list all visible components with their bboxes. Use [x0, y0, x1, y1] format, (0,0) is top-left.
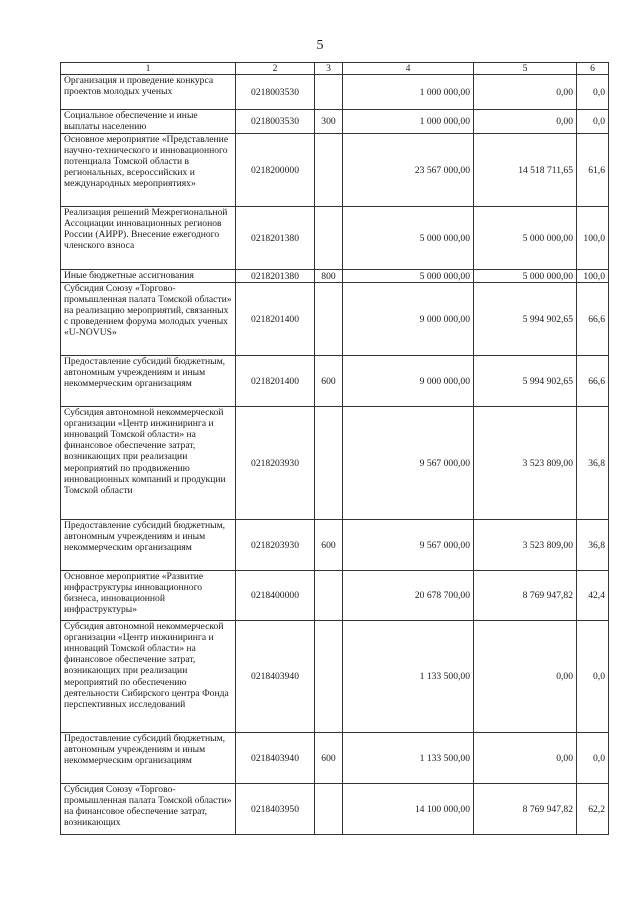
row-code: 0218203930	[236, 407, 315, 520]
header-col-2: 2	[236, 63, 315, 75]
row-plan: 5 000 000,00	[343, 270, 474, 283]
row-code: 0218003530	[236, 110, 315, 134]
row-fact: 14 518 711,65	[474, 134, 577, 207]
row-name: Предоставление субсидий бюджетным, автономным учреждениям и иным некоммерческим организациям	[61, 356, 236, 407]
row-fact: 5 000 000,00	[474, 207, 577, 270]
row-expense-type	[315, 784, 343, 835]
row-expense-type	[315, 407, 343, 520]
row-percent: 0,0	[577, 75, 609, 110]
budget-table	[60, 62, 609, 835]
row-expense-type	[315, 75, 343, 110]
row-percent: 0,0	[577, 110, 609, 134]
row-percent: 66,6	[577, 356, 609, 407]
row-fact: 8 769 947,82	[474, 571, 577, 621]
header-col-1: 1	[61, 63, 236, 75]
row-fact: 0,00	[474, 733, 577, 784]
row-name: Предоставление субсидий бюджетным, автономным учреждениям и иным некоммерческим организациям	[61, 520, 236, 571]
header-col-5: 5	[474, 63, 577, 75]
row-plan: 5 000 000,00	[343, 207, 474, 270]
row-plan: 23 567 000,00	[343, 134, 474, 207]
row-name: Субсидия Союзу «Торгово-промышленная палата Томской области» на финансовое обеспечение затрат, возникающих	[61, 784, 236, 835]
row-expense-type	[315, 283, 343, 356]
table-row	[61, 571, 609, 621]
row-fact: 3 523 809,00	[474, 520, 577, 571]
row-name: Реализация решений Межрегиональной Ассоциации инновационных регионов России (АИРР). Внесение ежегодного членского взноса	[61, 207, 236, 270]
row-percent: 100,0	[577, 270, 609, 283]
row-fact: 3 523 809,00	[474, 407, 577, 520]
row-code: 0218201380	[236, 270, 315, 283]
table-row	[61, 407, 609, 520]
row-expense-type	[315, 134, 343, 207]
row-plan: 1 000 000,00	[343, 110, 474, 134]
row-percent: 0,0	[577, 621, 609, 733]
row-name: Организация и проведение конкурса проектов молодых ученых	[61, 75, 236, 110]
row-code: 0218201400	[236, 283, 315, 356]
row-expense-type: 800	[315, 270, 343, 283]
row-expense-type: 600	[315, 733, 343, 784]
row-code: 0218400000	[236, 571, 315, 621]
table-row	[61, 270, 609, 283]
row-plan: 20 678 700,00	[343, 571, 474, 621]
row-name: Субсидия автономной некоммерческой организации «Центр инжиниринга и инноваций Томской области» на финансовое обеспечение затрат, возникающих при реализации мероприятий по обеспечению деятельности Сибирского центра Фонда перспективных исследований	[61, 621, 236, 733]
row-name: Субсидия Союзу «Торгово-промышленная палата Томской области» на реализацию мероприятий, связанных с проведением форума молодых ученых «U-NOVUS»	[61, 283, 236, 356]
row-expense-type: 600	[315, 520, 343, 571]
row-code: 0218403940	[236, 733, 315, 784]
row-percent: 0,0	[577, 733, 609, 784]
row-fact: 5 994 902,65	[474, 283, 577, 356]
row-percent: 36,8	[577, 407, 609, 520]
row-code: 0218200000	[236, 134, 315, 207]
row-plan: 1 133 500,00	[343, 621, 474, 733]
row-plan: 9 567 000,00	[343, 407, 474, 520]
row-plan: 9 000 000,00	[343, 283, 474, 356]
row-expense-type: 300	[315, 110, 343, 134]
row-percent: 42,4	[577, 571, 609, 621]
row-code: 0218201380	[236, 207, 315, 270]
row-fact: 0,00	[474, 110, 577, 134]
row-expense-type	[315, 207, 343, 270]
table-row	[61, 75, 609, 110]
row-percent: 61,6	[577, 134, 609, 207]
table-row	[61, 134, 609, 207]
table-row	[61, 621, 609, 733]
row-fact: 0,00	[474, 75, 577, 110]
row-expense-type	[315, 621, 343, 733]
row-name: Субсидия автономной некоммерческой организации «Центр инжиниринга и инноваций Томской области» на финансовое обеспечение затрат, возникающих при реализации мероприятий по продвижению инновационных компаний и продукции Томской области	[61, 407, 236, 520]
header-col-6: 6	[577, 63, 609, 75]
row-name: Основное мероприятие «Представление научно-технического и инновационного потенциала Томской области в региональных, всероссийских и международных мероприятиях»	[61, 134, 236, 207]
row-code: 0218201400	[236, 356, 315, 407]
row-code: 0218403950	[236, 784, 315, 835]
table-row	[61, 784, 609, 835]
row-code: 0218203930	[236, 520, 315, 571]
row-percent: 66,6	[577, 283, 609, 356]
row-percent: 100,0	[577, 207, 609, 270]
row-expense-type	[315, 571, 343, 621]
table-row	[61, 356, 609, 407]
table-row	[61, 110, 609, 134]
row-expense-type: 600	[315, 356, 343, 407]
header-col-4: 4	[343, 63, 474, 75]
row-plan: 9 000 000,00	[343, 356, 474, 407]
header-col-3: 3	[315, 63, 343, 75]
row-code: 0218003530	[236, 75, 315, 110]
row-name: Основное мероприятие «Развитие инфраструктуры инновационного бизнеса, инновационной инфраструктуры»	[61, 571, 236, 621]
table-row	[61, 283, 609, 356]
row-name: Предоставление субсидий бюджетным, автономным учреждениям и иным некоммерческим организациям	[61, 733, 236, 784]
row-fact: 0,00	[474, 621, 577, 733]
row-code: 0218403940	[236, 621, 315, 733]
table-row	[61, 733, 609, 784]
row-plan: 9 567 000,00	[343, 520, 474, 571]
row-plan: 1 133 500,00	[343, 733, 474, 784]
row-percent: 62,2	[577, 784, 609, 835]
row-name: Социальное обеспечение и иные выплаты населению	[61, 110, 236, 134]
row-fact: 5 000 000,00	[474, 270, 577, 283]
row-percent: 36,8	[577, 520, 609, 571]
row-fact: 5 994 902,65	[474, 356, 577, 407]
table-row	[61, 520, 609, 571]
row-name: Иные бюджетные ассигнования	[61, 270, 236, 283]
row-fact: 8 769 947,82	[474, 784, 577, 835]
row-plan: 14 100 000,00	[343, 784, 474, 835]
table-row	[61, 207, 609, 270]
row-plan: 1 000 000,00	[343, 75, 474, 110]
page-number: 5	[316, 38, 324, 53]
header-row	[61, 63, 609, 75]
